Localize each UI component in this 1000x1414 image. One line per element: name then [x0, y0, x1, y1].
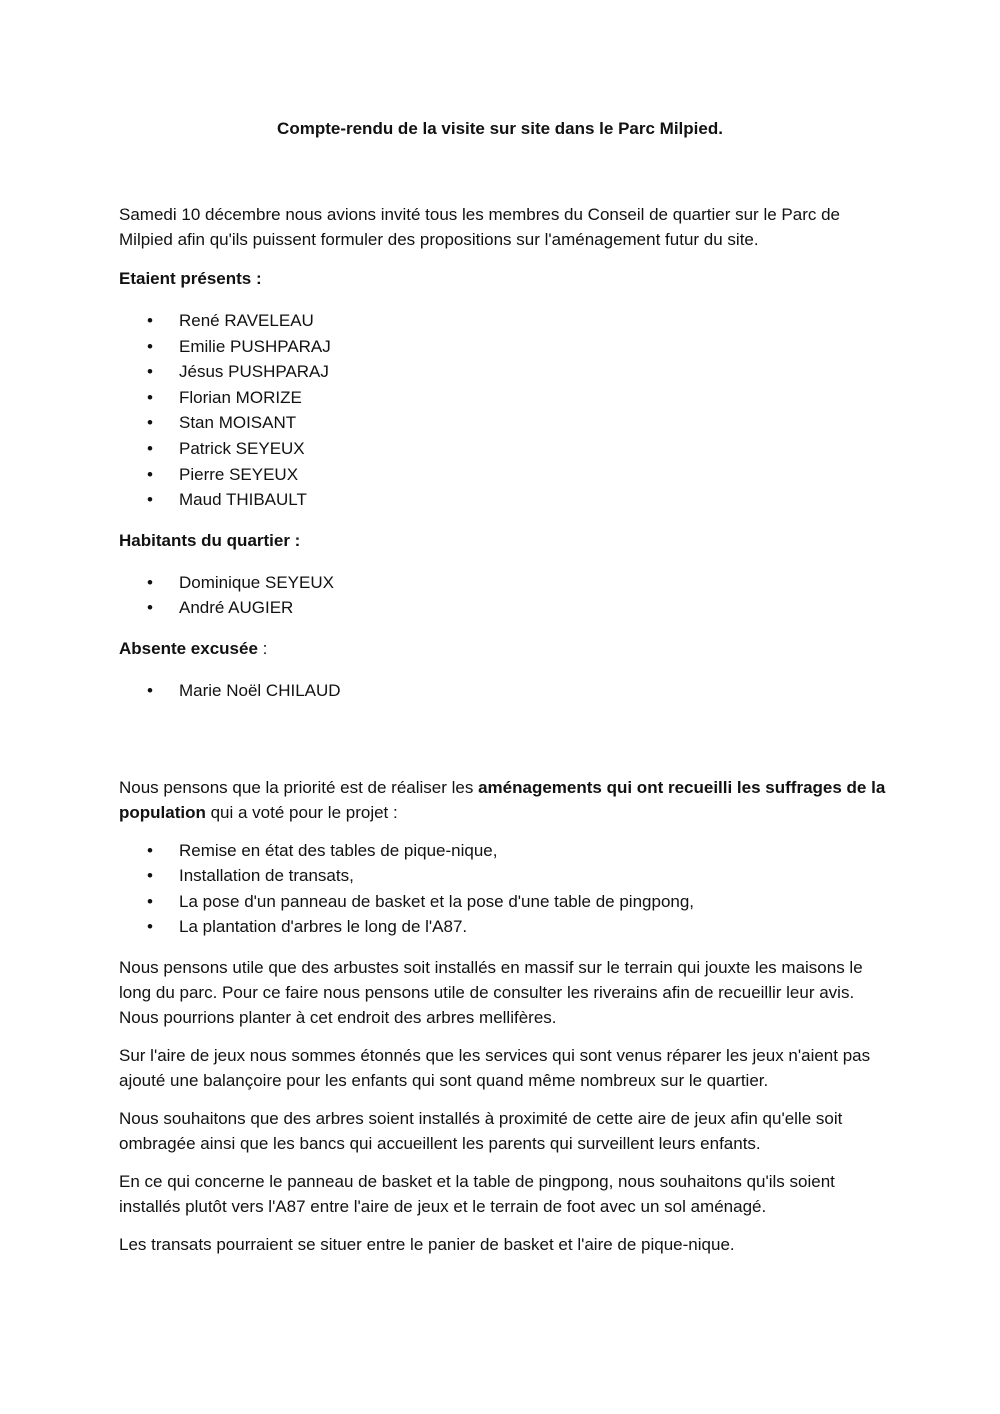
- list-item: • Installation de transats,: [119, 863, 889, 889]
- list-item: • Remise en état des tables de pique-nique,: [119, 838, 889, 864]
- priority-paragraph: [119, 775, 889, 825]
- document-body: [119, 202, 889, 1270]
- list-item: • La pose d'un panneau de basket et la pose d'une table de pingpong,: [119, 889, 889, 915]
- residents-list: [119, 570, 889, 621]
- body-paragraph: Nous souhaitons que des arbres soient installés à proximité de cette aire de jeux afin qu'elle soit ombragée ainsi que les bancs qui accueillent les parents qui surveillent leurs enfants.: [119, 1108, 843, 1153]
- list-item: • Jésus PUSHPARAJ: [119, 359, 889, 385]
- present-list: [119, 308, 889, 513]
- priority-text-end: qui a voté pour le projet :: [205, 802, 398, 822]
- spacer: [119, 719, 889, 775]
- document-title: Compte-rendu de la visite sur site dans le Parc Milpied.: [277, 119, 723, 138]
- priorities-list: [119, 838, 889, 940]
- priority-text-start: Nous pensons que la priorité est de réaliser les: [119, 777, 479, 797]
- absent-heading-colon: :: [257, 638, 268, 658]
- absent-heading-label: Absente excusée: [119, 638, 258, 658]
- list-item: • Florian MORIZE: [119, 385, 889, 411]
- body-paragraph: Les transats pourraient se situer entre le panier de basket et l'aire de pique-nique.: [119, 1234, 735, 1254]
- priority-text-bold: aménagements qui ont recueilli les suffrages de la population: [119, 777, 886, 822]
- list-item: • Marie Noël CHILAUD: [119, 678, 889, 704]
- present-heading: Etaient présents :: [119, 269, 262, 288]
- list-item: • Stan MOISANT: [119, 410, 889, 436]
- list-item: • Dominique SEYEUX: [119, 570, 889, 596]
- list-item: • Maud THIBAULT: [119, 487, 889, 513]
- list-item: • Emilie PUSHPARAJ: [119, 334, 889, 360]
- body-paragraph: En ce qui concerne le panneau de basket et la table de pingpong, nous souhaitons qu'ils soient installés plutôt vers l'A87 entre l'aire de jeux et le terrain de foot avec un sol aménagé.: [119, 1171, 835, 1216]
- list-item: • André AUGIER: [119, 595, 889, 621]
- intro-paragraph: Samedi 10 décembre nous avions invité tous les membres du Conseil de quartier sur le Parc de Milpied afin qu'ils puissent formuler des propositions sur l'aménagement futur du site.: [119, 205, 840, 249]
- residents-heading: Habitants du quartier :: [119, 530, 301, 550]
- list-item: • La plantation d'arbres le long de l'A87.: [119, 914, 889, 940]
- body-paragraph: Nous pensons utile que des arbustes soit installés en massif sur le terrain qui jouxte les maisons le long du parc. Pour ce faire nous pensons utile de consulter les riverains afin de recueillir leur avis. Nous pourrions planter à cet endroit des arbres mellifères.: [119, 957, 863, 1027]
- list-item: • Pierre SEYEUX: [119, 462, 889, 488]
- list-item: • René RAVELEAU: [119, 308, 889, 334]
- body-paragraph: Sur l'aire de jeux nous sommes étonnés que les services qui sont venus réparer les jeux n'aient pas ajouté une balançoire pour les enfants qui sont quand même nombreux sur le quartier.: [119, 1045, 871, 1090]
- list-item: • Patrick SEYEUX: [119, 436, 889, 462]
- absent-list: [119, 678, 889, 704]
- absent-heading: [119, 636, 889, 661]
